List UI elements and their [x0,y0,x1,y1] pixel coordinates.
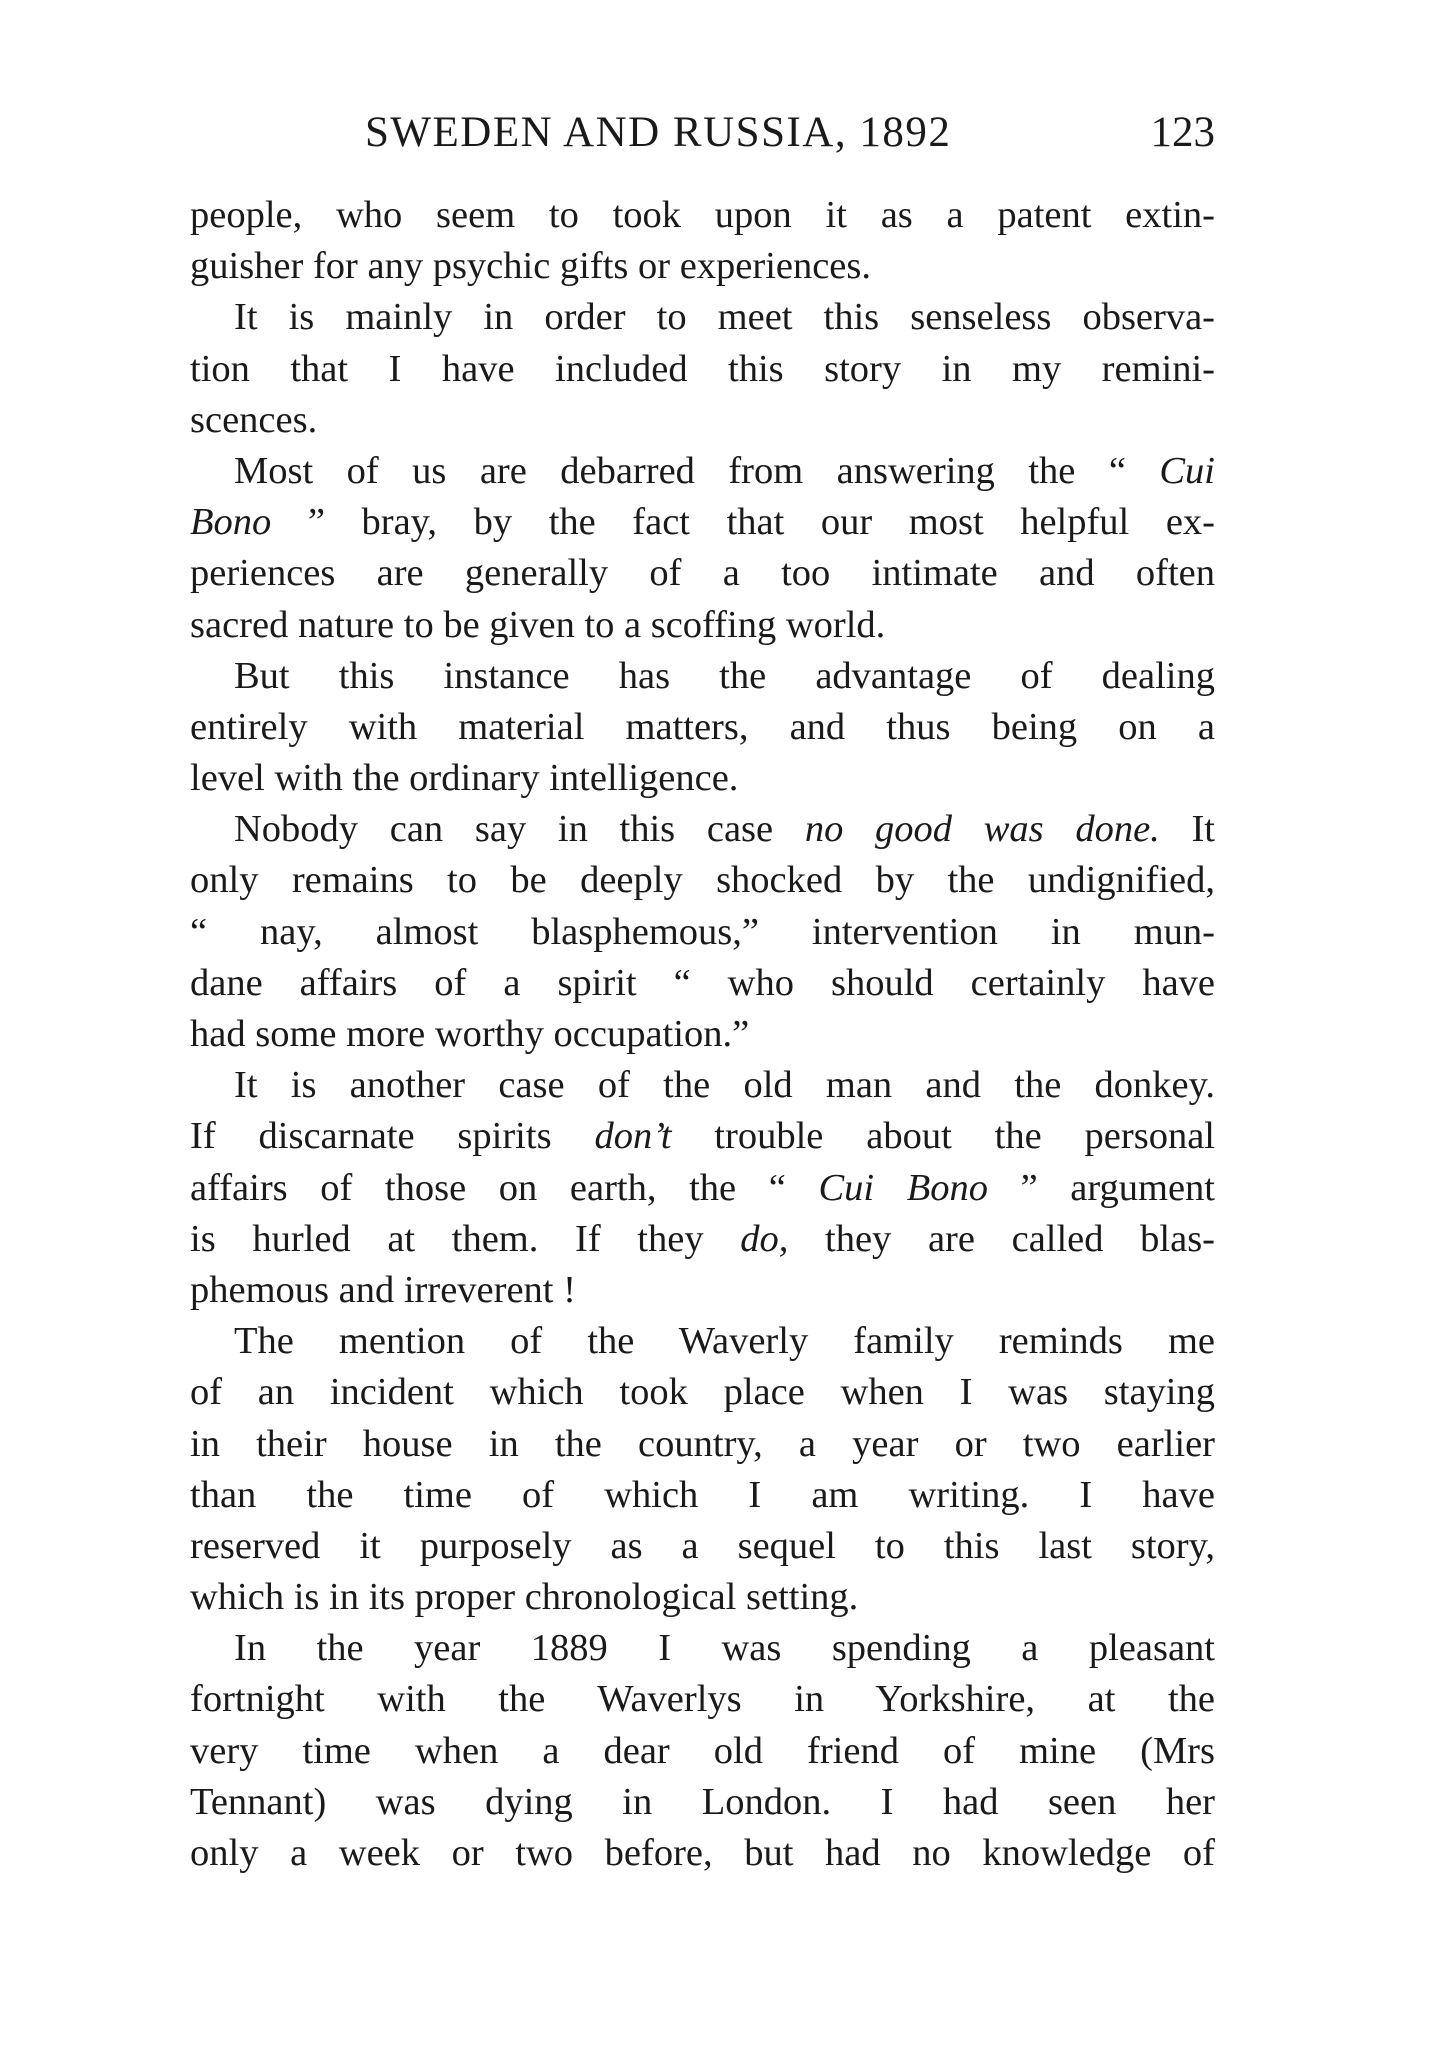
text-line: entirely with material matters, and thus being on a [190,705,1215,748]
text-line: phemous and irreverent ! [190,1268,576,1311]
text-line: If discarnate spirits don’t trouble about the personal [190,1115,1215,1158]
text-line: in their house in the country, a year or two earlier [190,1422,1215,1465]
text-line: guisher for any psychic gifts or experiences. [190,245,872,288]
text-line: The mention of the Waverly family reminds me [234,1320,1215,1363]
text-line: It is mainly in order to meet this senseless observa- [234,296,1215,339]
text-line: periences are generally of a too intimate and often [190,552,1215,595]
text-line: people, who seem to took upon it as a patent extin- [190,194,1215,236]
text-line: Bono ” bray, by the fact that our most helpful ex- [190,501,1215,544]
text-line: scences. [190,398,318,441]
text-line: Most of us are debarred from answering the “ Cui [234,449,1215,492]
text-line: Tennant) was dying in London. I had seen her [190,1780,1215,1823]
text-line: Nobody can say in this case no good was done. It [234,808,1215,851]
text-line: only remains to be deeply shocked by the undignified, [190,859,1215,902]
text-line: only a week or two before, but had no knowledge of [190,1832,1215,1874]
text-line: sacred nature to be given to a scoffing world. [190,603,886,646]
page-header [190,108,1215,168]
text-line: level with the ordinary intelligence. [190,757,739,800]
body-text [190,190,1215,1879]
text-line: But this instance has the advantage of dealing [234,654,1215,697]
text-line: affairs of those on earth, the “ Cui Bono ” argument [190,1166,1215,1209]
text-line: which is in its proper chronological setting. [190,1576,859,1619]
text-line: dane affairs of a spirit “ who should certainly have [190,961,1215,1004]
page-number: 123 [1150,109,1215,156]
text-line: had some more worthy occupation.” [190,1013,750,1055]
text-line: of an incident which took place when I was staying [190,1371,1215,1414]
text-line: fortnight with the Waverlys in Yorkshire, at the [190,1678,1215,1721]
text-line: It is another case of the old man and the donkey. [234,1064,1215,1107]
text-line: In the year 1889 I was spending a pleasant [234,1627,1215,1670]
text-line: is hurled at them. If they do, they are called blas- [190,1217,1215,1260]
text-line: than the time of which I am writing. I have [190,1473,1215,1516]
running-title: SWEDEN AND RUSSIA, 1892 [365,109,952,156]
text-line: very time when a dear old friend of mine (Mrs [190,1729,1215,1772]
text-line: tion that I have included this story in my remini- [190,347,1215,390]
text-line: “ nay, almost blasphemous,” intervention in mun- [190,910,1215,953]
text-line: reserved it purposely as a sequel to this last story, [190,1524,1215,1567]
